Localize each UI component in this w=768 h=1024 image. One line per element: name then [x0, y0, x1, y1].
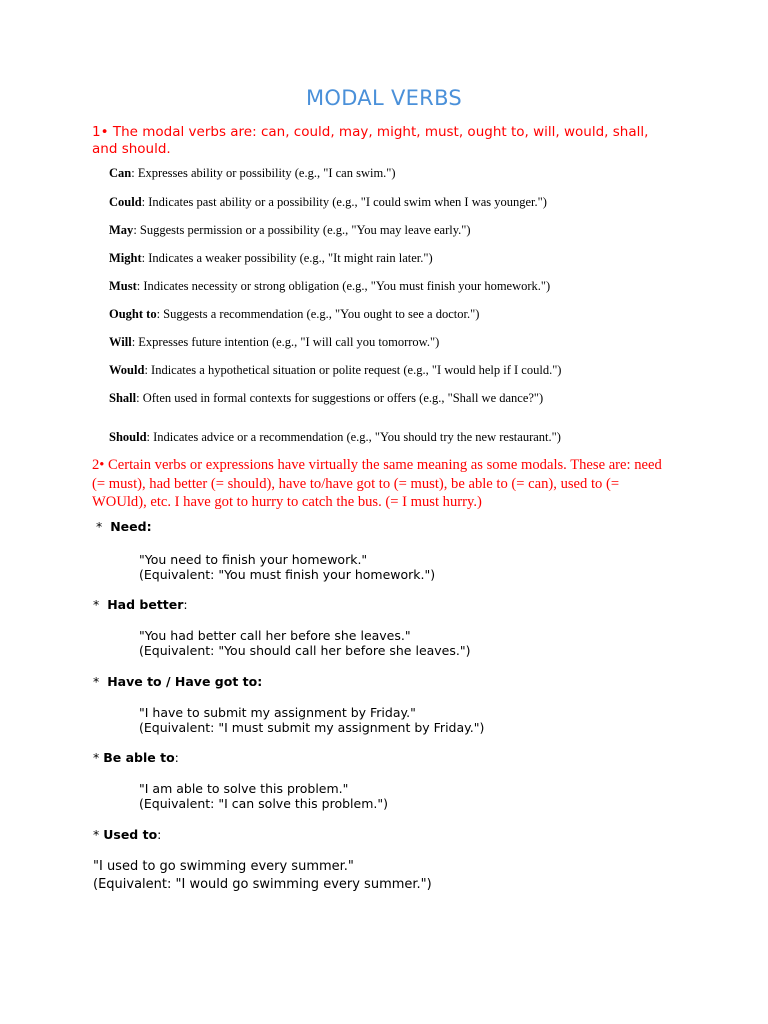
- verb-description: : Indicates necessity or strong obligation (e.g., "You must finish your homework."): [136, 279, 551, 293]
- verb-description: : Expresses future intention (e.g., "I will call you tomorrow."): [131, 335, 440, 349]
- equivalent-sentence: (Equivalent: "You must finish your homework."): [139, 567, 436, 582]
- verb-description: : Indicates a weaker possibility (e.g., "It might rain later."): [141, 251, 433, 265]
- expression-heading: [93, 597, 188, 612]
- verb-term: May: [109, 223, 134, 237]
- list-item: [109, 195, 547, 210]
- verb-term: Could: [109, 195, 142, 209]
- expression-colon: :: [183, 597, 188, 612]
- expression-heading: [93, 750, 179, 765]
- equivalent-sentence: (Equivalent: "You should call her before she leaves."): [139, 643, 471, 658]
- expression-term: Need: [110, 519, 147, 534]
- list-item: [109, 251, 433, 266]
- verb-term: Might: [109, 251, 142, 265]
- expression-term: Had better: [107, 597, 184, 612]
- expression-term: Have to / Have got to: [107, 674, 258, 689]
- expression-example: [139, 552, 435, 582]
- list-item: [109, 335, 439, 350]
- list-item: [109, 279, 550, 294]
- list-item: [109, 166, 396, 181]
- expression-example: [93, 858, 432, 894]
- verb-term: Must: [109, 279, 137, 293]
- list-item: [109, 223, 471, 238]
- verb-description: : Expresses ability or possibility (e.g., "I can swim."): [131, 166, 396, 180]
- example-sentence: "You had better call her before she leaves.": [139, 628, 411, 643]
- verb-description: : Often used in formal contexts for suggestions or offers (e.g., "Shall we dance?"): [136, 391, 544, 405]
- expression-example: [139, 705, 484, 735]
- expression-example: [139, 628, 471, 658]
- example-sentence: "I have to submit my assignment by Friday.": [139, 705, 416, 720]
- verb-description: : Suggests permission or a possibility (e.g., "You may leave early."): [133, 223, 471, 237]
- verb-description: : Indicates advice or a recommendation (e.g., "You should try the new restaurant."): [146, 430, 561, 444]
- expression-colon: :: [257, 674, 263, 689]
- list-item: [109, 307, 479, 322]
- verb-description: : Suggests a recommendation (e.g., "You ought to see a doctor."): [156, 307, 480, 321]
- verb-term: Would: [109, 363, 145, 377]
- verb-description: : Indicates a hypothetical situation or polite request (e.g., "I would help if I could."): [144, 363, 562, 377]
- bullet: *: [93, 674, 100, 689]
- bullet: *: [96, 519, 103, 534]
- expression-heading: [93, 674, 262, 689]
- bullet: *: [93, 827, 100, 842]
- intro-paragraph: 1• The modal verbs are: can, could, may, might, must, ought to, will, would, shall, and should.: [92, 124, 649, 157]
- bullet: *: [93, 750, 100, 765]
- expression-term: Used to: [103, 827, 158, 842]
- verb-term: Will: [109, 335, 132, 349]
- expression-colon: :: [146, 519, 152, 534]
- expression-heading: [96, 519, 152, 534]
- list-item: [109, 430, 561, 445]
- verb-description: : Indicates past ability or a possibility (e.g., "I could swim when I was younger."): [141, 195, 547, 209]
- bullet: *: [93, 597, 100, 612]
- verb-term: Should: [109, 430, 147, 444]
- example-sentence: "I am able to solve this problem.": [139, 781, 349, 796]
- verb-term: Shall: [109, 391, 137, 405]
- expression-colon: :: [174, 750, 179, 765]
- list-item: [109, 391, 543, 406]
- expression-example: [139, 781, 388, 811]
- equivalent-sentence: (Equivalent: "I must submit my assignment by Friday."): [139, 720, 485, 735]
- section-two-paragraph: 2• Certain verbs or expressions have virtually the same meaning as some modals. These are: need (= must), had better (= should), have to/have got to (= must), be able to (= can), used to (= WOUld), etc. I have got to hurry to catch the bus. (= I must hurry.): [92, 457, 662, 510]
- example-sentence: "You need to finish your homework.": [139, 552, 368, 567]
- list-item: [109, 363, 561, 378]
- expression-colon: :: [157, 827, 162, 842]
- equivalent-sentence: (Equivalent: "I would go swimming every summer."): [93, 877, 432, 892]
- verb-term: Ought to: [109, 307, 157, 321]
- expression-heading: [93, 827, 161, 842]
- expression-term: Be able to: [103, 750, 175, 765]
- verb-term: Can: [109, 166, 132, 180]
- equivalent-sentence: (Equivalent: "I can solve this problem."): [139, 796, 388, 811]
- example-sentence: "I used to go swimming every summer.": [93, 859, 354, 874]
- page-title: MODAL VERBS: [305, 86, 463, 110]
